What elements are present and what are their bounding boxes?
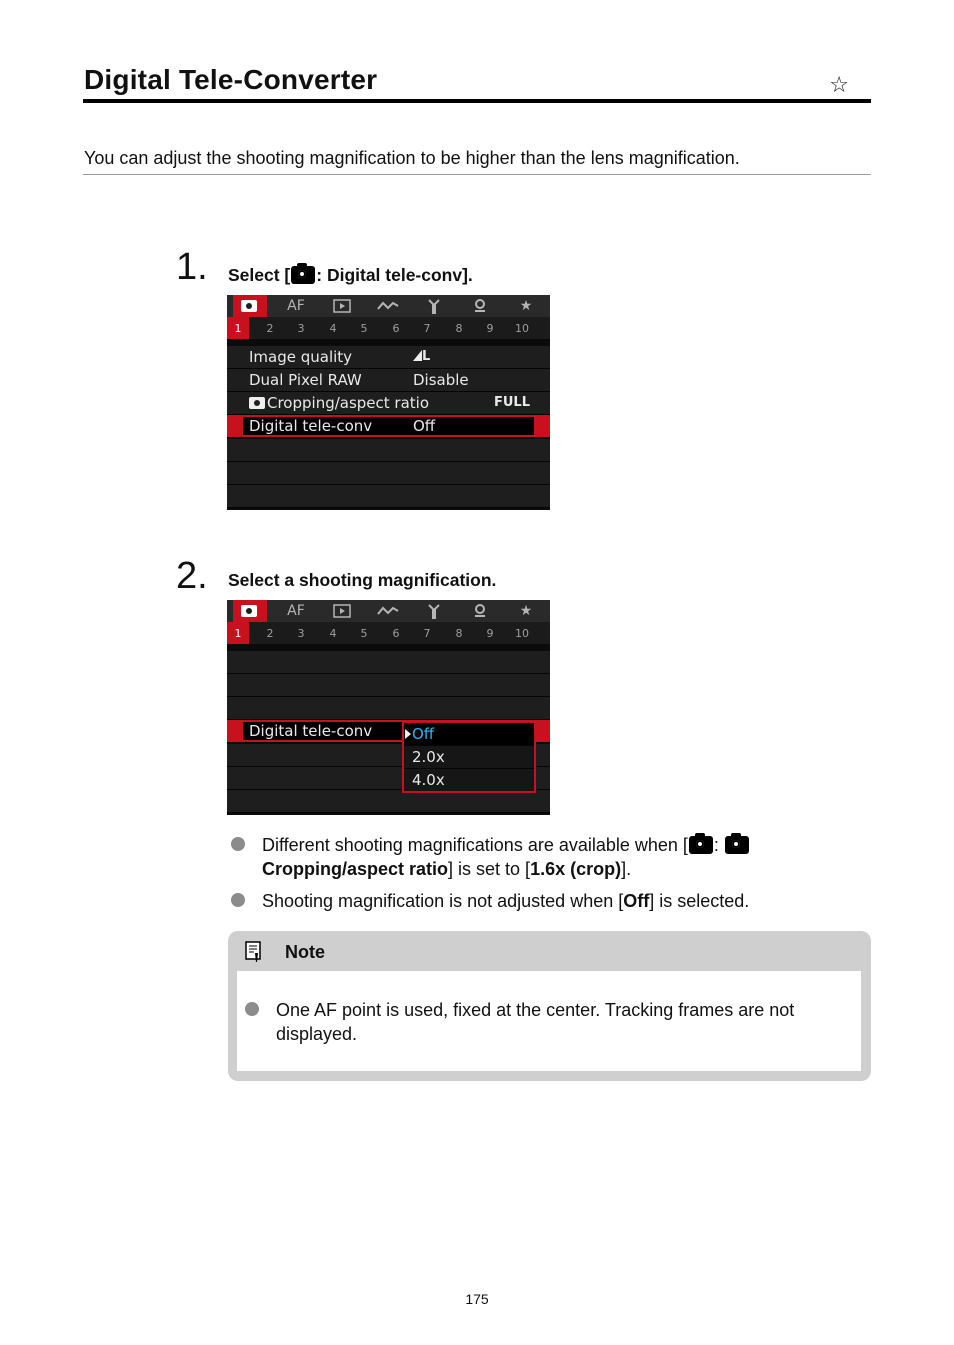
tab-af[interactable]: AF xyxy=(287,298,305,314)
tab-custom[interactable] xyxy=(463,600,497,622)
tab-shooting[interactable] xyxy=(233,600,267,622)
page-6[interactable]: 6 xyxy=(392,626,400,640)
page-2[interactable]: 2 xyxy=(266,321,274,335)
page-10[interactable]: 10 xyxy=(515,321,529,335)
custom-icon xyxy=(472,298,488,314)
page-5[interactable]: 5 xyxy=(360,321,368,335)
step-2-label: Select a shooting magnification. xyxy=(228,570,497,590)
step-1-label-start: Select [ xyxy=(228,265,291,285)
menu-row-dimmed xyxy=(227,697,550,720)
menu-row-dimmed xyxy=(227,651,550,674)
page-9[interactable]: 9 xyxy=(486,626,494,640)
option-label: Off xyxy=(412,725,435,743)
page-6[interactable]: 6 xyxy=(392,321,400,335)
bullet-dot xyxy=(231,837,245,851)
wireless-icon xyxy=(377,605,399,617)
menu-row-image-quality[interactable] xyxy=(227,346,550,369)
wireless-icon xyxy=(377,300,399,312)
step-1-label xyxy=(228,265,473,286)
tab-playback[interactable] xyxy=(325,600,359,622)
playback-icon xyxy=(333,299,351,313)
magnification-options xyxy=(402,721,536,793)
bullet-item-1: Different shooting magnifications are available when [ : Cropping/aspect ratio] is set to [1.6x (crop)]. xyxy=(262,833,822,881)
page-4[interactable]: 4 xyxy=(329,626,337,640)
camera-icon xyxy=(689,836,713,854)
menu-row-label: Digital tele-conv xyxy=(249,722,373,740)
menu-page-bar xyxy=(227,622,550,644)
page-number: 175 xyxy=(465,1291,489,1307)
bullet-dot xyxy=(245,1002,259,1016)
note-icon xyxy=(245,941,261,963)
note-title: Note xyxy=(285,942,325,962)
tab-my-menu[interactable]: ★ xyxy=(519,298,533,314)
menu-row-empty xyxy=(227,462,550,485)
menu-row-digital-tele-conv[interactable] xyxy=(227,415,550,438)
camera-icon xyxy=(241,605,257,617)
tab-setup[interactable] xyxy=(417,600,451,622)
menu-row-label: Image quality xyxy=(249,348,353,366)
menu-tab-bar xyxy=(227,600,550,622)
page-9[interactable]: 9 xyxy=(486,321,494,335)
bullet-item-2: Shooting magnification is not adjusted when [Off] is selected. xyxy=(262,891,750,911)
page-3[interactable]: 3 xyxy=(297,626,305,640)
tab-my-menu[interactable]: ★ xyxy=(519,603,533,619)
page-7[interactable]: 7 xyxy=(423,626,431,640)
page-2[interactable]: 2 xyxy=(266,626,274,640)
camera-icon xyxy=(291,266,315,284)
tab-wireless[interactable] xyxy=(371,600,405,622)
step-1-label-end: : Digital tele-conv]. xyxy=(316,265,473,285)
camera-icon xyxy=(725,836,749,854)
wrench-icon xyxy=(427,603,441,619)
option-label: 2.0x xyxy=(412,748,445,766)
page-3[interactable]: 3 xyxy=(297,321,305,335)
menu-row-value: Disable xyxy=(413,371,469,389)
menu-row-cropping[interactable] xyxy=(227,392,550,415)
intro-divider xyxy=(83,174,871,175)
quality-fine-icon xyxy=(413,350,422,361)
page-8[interactable]: 8 xyxy=(455,321,463,335)
bullet-dot xyxy=(231,893,245,907)
tab-custom[interactable] xyxy=(463,295,497,317)
menu-row-label: Dual Pixel RAW xyxy=(249,371,362,389)
menu-row-empty xyxy=(227,439,550,462)
intro-text: You can adjust the shooting magnification to be higher than the lens magnification. xyxy=(84,148,740,168)
menu-row-label: Digital tele-conv xyxy=(249,417,373,435)
star-icon: ☆ xyxy=(829,72,849,97)
menu-row-value: FULL xyxy=(493,395,530,410)
page-1[interactable]: 1 xyxy=(227,317,249,339)
page-5[interactable]: 5 xyxy=(360,626,368,640)
step-1-number: 1. xyxy=(176,246,208,288)
camera-icon xyxy=(241,300,257,312)
menu-page-bar xyxy=(227,317,550,339)
wrench-icon xyxy=(427,298,441,314)
page-title: Digital Tele-Converter xyxy=(84,64,378,95)
tab-wireless[interactable] xyxy=(371,295,405,317)
page-10[interactable]: 10 xyxy=(515,626,529,640)
tab-af[interactable]: AF xyxy=(287,603,305,619)
tab-setup[interactable] xyxy=(417,295,451,317)
page-1[interactable]: 1 xyxy=(227,622,249,644)
option-4x[interactable] xyxy=(404,769,534,791)
page-8[interactable]: 8 xyxy=(455,626,463,640)
camera-icon xyxy=(249,397,265,409)
custom-icon xyxy=(472,603,488,619)
option-2x[interactable] xyxy=(404,746,534,769)
menu-row-dimmed xyxy=(227,674,550,697)
page-4[interactable]: 4 xyxy=(329,321,337,335)
selection-arrow-icon xyxy=(405,729,411,739)
menu-row-value: L xyxy=(413,349,430,364)
menu-row-dimmed xyxy=(227,790,550,813)
title-divider xyxy=(83,99,871,103)
tab-shooting[interactable] xyxy=(233,295,267,317)
step-2-number: 2. xyxy=(176,555,208,597)
tab-playback[interactable] xyxy=(325,295,359,317)
menu-row-dual-pixel-raw[interactable] xyxy=(227,369,550,392)
option-label: 4.0x xyxy=(412,771,445,789)
menu-row-value: Off xyxy=(413,417,436,435)
menu-tab-bar xyxy=(227,295,550,317)
option-off[interactable] xyxy=(404,723,534,746)
menu-row-empty xyxy=(227,485,550,508)
menu-screen-2 xyxy=(227,600,550,815)
menu-row-label: Cropping/aspect ratio xyxy=(249,394,429,412)
page-7[interactable]: 7 xyxy=(423,321,431,335)
playback-icon xyxy=(333,604,351,618)
menu-screen-1 xyxy=(227,295,550,510)
note-text: One AF point is used, fixed at the center. Tracking frames are not displayed. xyxy=(276,1000,795,1044)
